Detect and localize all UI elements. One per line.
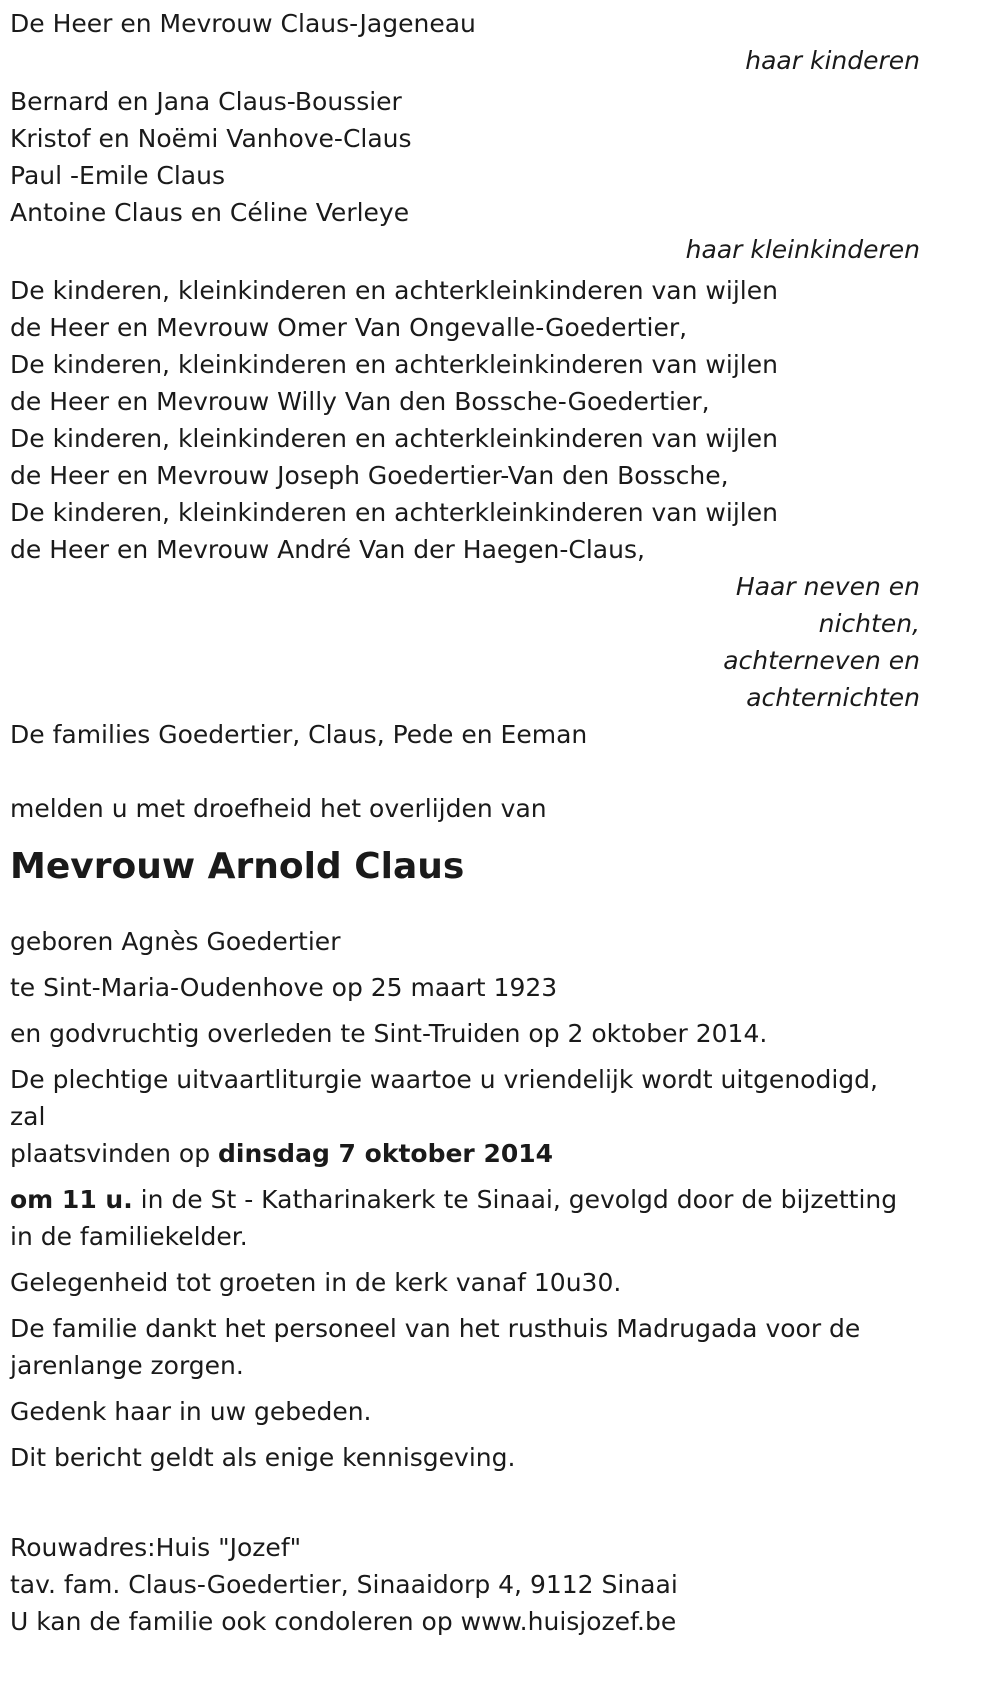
funeral-paragraph — [10, 1061, 920, 1172]
contact-block — [10, 1529, 920, 1640]
nephews-role-line: achternichten — [746, 683, 920, 712]
born-as-line: geboren Agnès Goedertier — [10, 927, 341, 956]
death-line: en godvruchtig overleden te Sint-Truiden op 2 oktober 2014. — [10, 1019, 768, 1048]
relative-line: de Heer en Mevrouw Willy Van den Bossche-Goedertier, — [10, 387, 710, 416]
relative-line: de Heer en Mevrouw André Van der Haegen-Claus, — [10, 535, 645, 564]
parents-line: De Heer en Mevrouw Claus-Jageneau — [10, 9, 476, 38]
condolence-line: U kan de familie ook condoleren op www.huisjozef.be — [10, 1607, 677, 1636]
grandchildren-role-label: haar kleinkinderen — [685, 235, 920, 264]
child-entry: Paul -Emile Claus — [10, 161, 225, 190]
nephews-role-line: achterneven en — [723, 646, 920, 675]
funeral-location: in de St - Katharinakerk te Sinaai, gevolgd door de bijzetting in de familiekelder. — [10, 1185, 898, 1251]
remember-line: Gedenk haar in uw gebeden. — [10, 1397, 372, 1426]
relative-line: De kinderen, kleinkinderen en achterkleinkinderen van wijlen — [10, 424, 778, 453]
announcement-line: melden u met droefheid het overlijden van — [10, 794, 547, 823]
notice-line: Dit bericht geldt als enige kennisgeving. — [10, 1443, 516, 1472]
birth-line: te Sint-Maria-Oudenhove op 25 maart 1923 — [10, 973, 558, 1002]
deceased-name: Mevrouw Arnold Claus — [10, 846, 465, 887]
child-entry: Antoine Claus en Céline Verleye — [10, 198, 410, 227]
thanks-paragraph: De familie dankt het personeel van het rusthuis Madrugada voor de jarenlange zorgen. — [10, 1314, 861, 1380]
funeral-prefix: plaatsvinden op — [10, 1139, 219, 1168]
child-entry: Kristof en Noëmi Vanhove-Claus — [10, 124, 412, 153]
relative-line: de Heer en Mevrouw Omer Van Ongevalle-Goedertier, — [10, 313, 688, 342]
nephews-role-line: nichten, — [818, 609, 920, 638]
funeral-date: dinsdag 7 oktober 2014 — [218, 1139, 554, 1168]
relative-line: De kinderen, kleinkinderen en achterkleinkinderen van wijlen — [10, 350, 778, 379]
children-role-label: haar kinderen — [745, 46, 920, 75]
obituary-document — [10, 5, 920, 1640]
time-location-paragraph — [10, 1181, 920, 1255]
address-line: Rouwadres:Huis "Jozef" — [10, 1533, 302, 1562]
relatives-list — [10, 272, 920, 568]
funeral-text: De plechtige uitvaartliturgie waartoe u vriendelijk wordt uitgenodigd, zal — [10, 1065, 878, 1131]
nephews-role-label — [10, 568, 920, 716]
funeral-time: om 11 u. — [10, 1185, 133, 1214]
child-entry: Bernard en Jana Claus-Boussier — [10, 87, 402, 116]
children-list — [10, 83, 920, 231]
greeting-line: Gelegenheid tot groeten in de kerk vanaf 10u30. — [10, 1268, 622, 1297]
families-line: De families Goedertier, Claus, Pede en Eeman — [10, 720, 588, 749]
address-line: tav. fam. Claus-Goedertier, Sinaaidorp 4, 9112 Sinaai — [10, 1570, 678, 1599]
relative-line: De kinderen, kleinkinderen en achterkleinkinderen van wijlen — [10, 276, 778, 305]
relative-line: de Heer en Mevrouw Joseph Goedertier-Van den Bossche, — [10, 461, 729, 490]
nephews-role-line: Haar neven en — [735, 572, 920, 601]
relative-line: De kinderen, kleinkinderen en achterkleinkinderen van wijlen — [10, 498, 778, 527]
